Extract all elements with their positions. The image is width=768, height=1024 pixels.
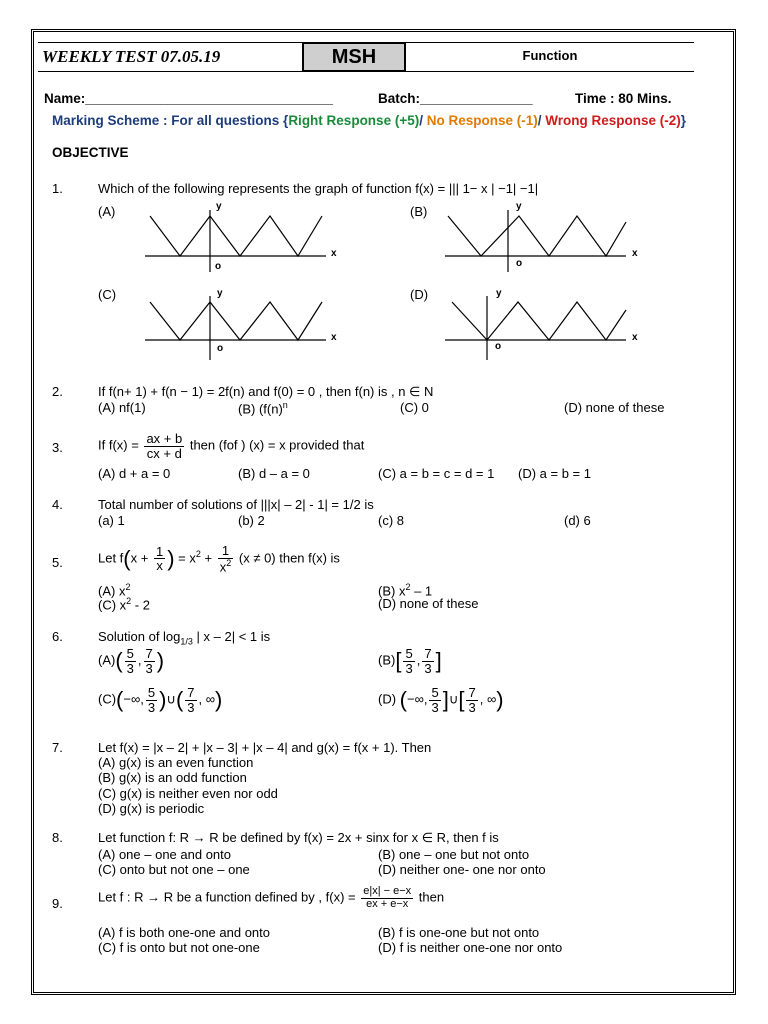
graph-c-curve	[150, 302, 322, 340]
q6-d-frac2	[466, 686, 477, 714]
q5-frac1-den: x	[156, 558, 163, 574]
q1-number: 1.	[52, 181, 63, 196]
q5-open-paren: (	[123, 545, 131, 571]
graph-b-y-label: y	[516, 201, 522, 212]
q8-opt-b: (B) one – one but not onto	[378, 847, 530, 862]
graph-b-curve	[448, 216, 626, 256]
q6-d-frac1	[429, 686, 440, 714]
q6-d-inf: ∞	[486, 691, 497, 707]
q6-a-n2: 7	[145, 646, 153, 661]
q2-opt-b-text: (B) (f(n)	[238, 401, 283, 417]
q9-post: then	[418, 889, 445, 905]
q5-close-paren: )	[167, 545, 175, 571]
q5-let: Let f	[98, 550, 124, 566]
q6-b-close: ]	[435, 648, 442, 674]
q6-d-neginf: −∞,	[407, 691, 428, 707]
scheme-no: No Response (-1)	[426, 113, 538, 128]
q1-text: Which of the following represents the graph of function f(x) = ||| 1− x | −1| −1|	[98, 181, 539, 196]
q5-opt-c-tail: - 2	[131, 597, 150, 613]
q5-opt-c-text: (C) x	[98, 597, 127, 613]
q2-opt-b-sup: n	[282, 400, 288, 410]
q6-c-d2: 3	[187, 699, 195, 715]
q2-opt-b	[238, 400, 288, 416]
q6-number: 6.	[52, 629, 63, 644]
q5-sq: 2	[195, 548, 201, 559]
scheme-sep2: /	[537, 113, 546, 128]
q5-number: 5.	[52, 555, 63, 570]
q7-opt-a: (A) g(x) is an even function	[98, 755, 254, 770]
q7-opt-c: (C) g(x) is neither even nor odd	[98, 786, 278, 801]
q6-d-union: ∪	[448, 691, 459, 707]
graph-a-origin: o	[215, 261, 222, 272]
q7-number: 7.	[52, 740, 63, 755]
q4-opt-d: (d) 6	[564, 513, 591, 528]
q7-text: Let f(x) = |x – 2| + |x – 3| + |x – 4| and g(x) = f(x + 1). Then	[98, 740, 432, 755]
name-field: Name:_________________________________	[44, 91, 334, 106]
q9-opt-a: (A) f is both one-one and onto	[98, 925, 271, 940]
q6-a-frac2	[144, 647, 155, 675]
q6-a-open: (	[115, 648, 123, 674]
scheme-wrong: Wrong Response (-2)	[545, 113, 681, 128]
q8-number: 8.	[52, 830, 63, 845]
q5-frac1-num: 1	[155, 543, 164, 559]
graph-c-origin: o	[217, 343, 224, 354]
q6-b-frac1	[403, 647, 414, 675]
q6-d-close2: )	[496, 687, 504, 713]
q2-opt-c: (C) 0	[400, 400, 429, 415]
q5-frac2-den	[218, 559, 234, 574]
q6-d-open: (	[399, 687, 407, 713]
q6-c-union: ∪	[166, 691, 176, 707]
q8-opt-c: (C) onto but not one – one	[98, 862, 250, 877]
q3-number: 3.	[52, 440, 63, 455]
test-title: WEEKLY TEST 07.05.19	[38, 42, 302, 72]
q5-opt-c	[98, 596, 150, 612]
q6-c-close1: )	[159, 687, 167, 713]
q3-denominator: cx + d	[146, 445, 182, 461]
q6-b-n2: 7	[424, 646, 432, 661]
q5-frac2-num: 1	[218, 544, 234, 559]
q5-frac2-sq: 2	[226, 557, 232, 568]
q6-opt-d	[378, 686, 504, 714]
graph-c-x-label: x	[331, 332, 337, 343]
section-heading: OBJECTIVE	[52, 145, 129, 160]
time-field: Time : 80 Mins.	[575, 91, 672, 106]
q9-numerator: e|x| − e−x	[363, 885, 412, 897]
q6-base: 1/3	[180, 636, 193, 647]
q6-opt-b	[378, 647, 442, 675]
q6-a-d1: 3	[126, 660, 134, 676]
q1-label-b: (B)	[410, 204, 428, 219]
q5-frac2-x: x	[219, 558, 227, 574]
scheme-right: Right Response (+5)	[288, 113, 420, 128]
q8-opt-a: (A) one – one and onto	[98, 847, 231, 862]
q1-label-c: (C)	[98, 287, 117, 302]
graph-a-x-label: x	[331, 248, 337, 259]
scheme-sep1: /	[419, 113, 427, 128]
q6-pre: Solution of log	[98, 629, 181, 644]
q2-text: If f(n+ 1) + f(n − 1) = 2f(n) and f(0) = 0 , then f(n) is , n ∈ N	[98, 384, 434, 399]
q6-b-comma: ,	[416, 652, 421, 668]
q5-eq: = x	[178, 550, 196, 566]
scheme-suffix: }	[680, 113, 687, 128]
batch-code-box: MSH	[302, 42, 406, 72]
q6-b-d1: 3	[405, 660, 413, 676]
graph-c-y-label: y	[217, 288, 223, 299]
q5-text	[98, 544, 340, 574]
q6-c-frac1	[146, 686, 157, 714]
scheme-prefix: Marking Scheme : For all questions {	[52, 113, 289, 128]
q9-opt-d: (D) f is neither one-one nor onto	[378, 940, 563, 955]
q6-text	[98, 629, 270, 647]
q5-opt-a-sq: 2	[125, 582, 131, 592]
q6-c-inf: ∞	[205, 691, 216, 707]
q7-opt-d: (D) g(x) is periodic	[98, 801, 205, 816]
batch-field: Batch:_______________	[378, 91, 533, 106]
q1-label-a: (A)	[98, 204, 116, 219]
q6-d-comma: ,	[479, 691, 484, 707]
q9-denominator: ex + e−x	[366, 897, 409, 910]
q9-number: 9.	[52, 896, 63, 911]
q4-number: 4.	[52, 497, 63, 512]
q6-c-n1: 5	[147, 685, 156, 700]
q5-opt-c-sq: 2	[126, 596, 132, 606]
q6-a-frac1	[125, 647, 136, 675]
q3-post: then (fof ) (x) = x provided that	[189, 437, 365, 453]
q5-inner: x +	[130, 550, 149, 566]
q6-c-n2: 7	[187, 685, 195, 700]
q6-d-close1: ]	[442, 687, 449, 713]
q6-post: | x – 2| < 1 is	[192, 629, 271, 644]
q6-b-frac2	[422, 647, 433, 675]
q3-opt-a: (A) d + a = 0	[98, 466, 171, 481]
graph-d-curve	[452, 302, 626, 340]
q3-opt-c: (C) a = b = c = d = 1	[378, 466, 495, 481]
q5-opt-b-sq: 2	[405, 582, 411, 592]
q4-opt-b: (b) 2	[238, 513, 265, 528]
q9-opt-c: (C) f is onto but not one-one	[98, 940, 260, 955]
q3-numerator: ax + b	[146, 431, 183, 446]
q6-a-comma: ,	[137, 652, 142, 668]
q6-opt-c	[98, 686, 222, 714]
q4-text: Total number of solutions of |||x| – 2| - 1| = 1/2 is	[98, 497, 374, 512]
q6-a-n1: 5	[126, 646, 134, 661]
q2-opt-d: (D) none of these	[564, 400, 665, 415]
q6-a-label: (A)	[98, 652, 116, 668]
graph-b-x-label: x	[632, 248, 638, 259]
q6-c-close2: )	[215, 687, 223, 713]
q6-c-label: (C)	[98, 691, 117, 707]
q5-fraction-1	[154, 545, 165, 573]
q6-d-d1: 3	[431, 699, 439, 715]
q8-opt-d: (D) neither one- one nor onto	[378, 862, 546, 877]
q6-d-open2: [	[458, 687, 465, 713]
q6-b-label: (B)	[378, 652, 396, 668]
q2-opt-a: (A) nf(1)	[98, 400, 146, 415]
graph-d-origin: o	[495, 341, 502, 352]
q4-opt-a: (a) 1	[98, 513, 125, 528]
graph-d-y-label: y	[496, 288, 502, 299]
q8-text: Let function f: R → R be defined by f(x) = 2x + sinx for x ∈ R, then f is	[98, 830, 499, 845]
q5-opt-b-text: (B) x	[378, 583, 406, 599]
q5-opt-d: (D) none of these	[378, 596, 479, 611]
q9-fraction	[361, 886, 413, 910]
q6-d-label: (D)	[378, 691, 397, 707]
q1-label-d: (D)	[410, 287, 429, 302]
q6-b-n1: 5	[405, 646, 413, 661]
q6-c-d1: 3	[147, 699, 156, 715]
graph-a-y-label: y	[216, 201, 222, 212]
graph-a-curve	[150, 216, 322, 256]
q9-pre: Let f : R → R be a function defined by , f(x) =	[98, 889, 356, 905]
q5-opt-b-tail: – 1	[410, 583, 433, 599]
q6-c-comma: ,	[198, 691, 203, 707]
q2-number: 2.	[52, 384, 63, 399]
q3-fraction	[144, 432, 184, 460]
q5-plus: +	[200, 550, 213, 566]
graph-b-origin: o	[516, 258, 523, 269]
q6-a-d2: 3	[145, 660, 153, 676]
q5-opt-a-text: (A) x	[98, 583, 126, 599]
q3-opt-d: (D) a = b = 1	[518, 466, 591, 481]
q3-text	[98, 432, 364, 460]
q9-text	[98, 886, 444, 910]
q7-opt-b: (B) g(x) is an odd function	[98, 770, 247, 785]
q5-fraction-2	[218, 544, 234, 574]
q6-d-n1: 5	[431, 685, 439, 700]
q6-opt-a	[98, 647, 164, 675]
q6-a-close: )	[156, 648, 165, 674]
q6-c-open: (	[116, 687, 124, 713]
q6-d-d2: 3	[468, 699, 476, 715]
topic-label: Function	[406, 42, 694, 72]
q5-cond: (x ≠ 0) then f(x) is	[238, 550, 340, 566]
q4-opt-c: (c) 8	[378, 513, 404, 528]
q9-opt-b: (B) f is one-one but not onto	[378, 925, 540, 940]
q3-opt-b: (B) d – a = 0	[238, 466, 310, 481]
q3-pre: If f(x) =	[98, 437, 139, 453]
q6-b-open: [	[395, 648, 402, 674]
graph-d-x-label: x	[632, 332, 638, 343]
q6-c-open2: (	[175, 687, 184, 713]
q6-b-d2: 3	[424, 660, 432, 676]
q6-d-n2: 7	[468, 685, 476, 700]
q6-c-frac2	[185, 686, 196, 714]
q6-c-neginf: −∞,	[123, 691, 144, 707]
